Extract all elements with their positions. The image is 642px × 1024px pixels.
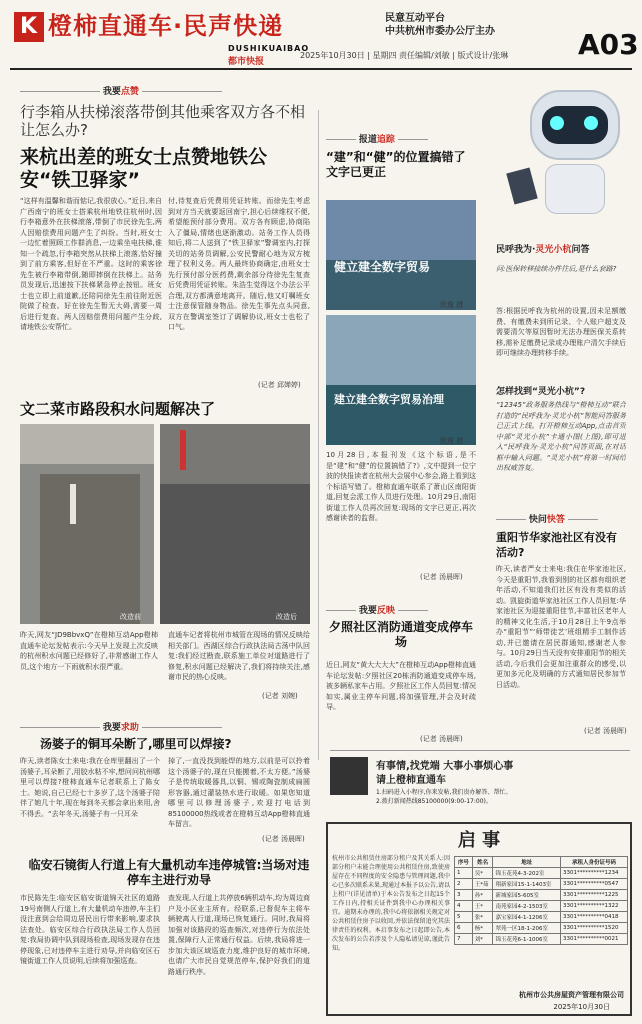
footer-promo <box>330 750 630 808</box>
caption-before: 改造前 <box>120 613 141 621</box>
th-id: 承租人身份证号码 <box>560 857 627 868</box>
story3-title: 汤婆子的铜耳朵断了,哪里可以焊接? <box>40 737 232 751</box>
promo-tip2: 2.拨打新闻热线85100000(9:00-17:00)。 <box>376 798 492 805</box>
notice-table <box>454 856 628 945</box>
column-divider <box>318 110 319 760</box>
notice-box <box>326 822 632 1016</box>
story7-credit: (记者 汤晨晖) <box>584 727 627 735</box>
th-index: 序号 <box>455 857 473 868</box>
story3-col2: 掉了,一直没找到能焊的地方,以前是可以拎着这个汤婆子的,现在只能搬着,不太方便。”汤婆子是传统取暖器具,以铜、锡或陶瓷制成扁圆形容器,通过灌装热水进行取暖。如果您知道哪里可以修理汤婆子,欢迎打电话到85100000热线或者在橙柿互动App橙柿直通车留言。 <box>168 757 310 828</box>
robot-mascot-icon <box>510 90 630 230</box>
photo2-credit: 欣逸 摄 <box>440 437 464 445</box>
story2-body-left: 昨天,网友“JD9BbvxQ”在橙柿互动App橙柿直通车论坛发帖表示:今天早上发现上次反映的杭州积水问题已经修好了,非常感谢工作人员,这个地方一下雨就积水很严重。 <box>20 631 158 671</box>
table-row: 5 张* 嘉宝家园4-1-1206室 3301**********0418 <box>455 912 628 923</box>
table-row: 6 杨* 翠苑一区18-1-206室 3301**********1520 <box>455 923 628 934</box>
issue-line: 2025年10月30日 | 星期四 责任编辑/刘敏 | 版式设计/张琳 <box>300 51 509 60</box>
story7-title: 重阳节华家池社区有没有活动? <box>496 531 617 559</box>
table-row: 4 王* 南苑家园4-2-1503室 3301**********1322 <box>455 901 628 912</box>
brand-mark: K <box>14 12 44 42</box>
ai-brand: 民呼我为·灵光小杭问答 <box>496 245 590 255</box>
story4-title: 临安石镜街人行道上有大量机动车违停城管:当场对违停车主进行劝导 <box>28 858 310 887</box>
paper-en: DUSHIKUAIBAO <box>228 44 310 53</box>
notice-signature: 杭州市公共房屋资产管理有限公司 <box>519 991 624 999</box>
story2-title: 文二菜市路段积水问题解决了 <box>20 400 216 418</box>
section-dianzan: 我要点赞 <box>20 84 222 97</box>
page-number: A03 <box>578 28 639 61</box>
story3-credit: (记者 汤晨晖) <box>262 835 305 843</box>
story5-title: “建”和“健”的位置搞错了文字已更正 <box>326 150 466 179</box>
story1-col1: “这样有温馨和谐而惦记,我很放心。”近日,来自广西南宁的班女士搭乘杭州地铁往杭州时,因行李箱意外在扶梯滚落,带倒了市民徐先生,两人因赔偿费用问题产生了纠纷。当时,班女士一边忙着照顾工作群消息,一边乘坐电扶梯,谁知一个疏忽,行李箱突然从扶梯上滚落,恰好撞到了前方乘客,但好在不严重。这时的乘客徐先生被行李箱带倒,随即摔倒在扶梯上。站务员发现后,迅速按下扶梯紧急停止按钮。班女士也立即上前道歉,还陪同徐先生前往附近医院做了检查。好在徐先生暂无大碍,需要一周后进行复查。两人因赔偿费用问题产生分歧,请地铁公安帮忙。 <box>20 197 162 331</box>
story1-deck: 行李箱从扶梯滚落带倒其他乘客双方各不相让怎么办? <box>20 103 306 139</box>
masthead-logo <box>14 8 384 44</box>
masthead-right-line1: 民意互动平台 <box>385 13 445 24</box>
story5-credit: (记者 汤晨晖) <box>420 573 463 581</box>
table-row: 3 孙* 新城家园5-605室 3301**********1225 <box>455 890 628 901</box>
table-row: 2 王*茹 翔新家园15-1-1403室 3301**********0547 <box>455 879 628 890</box>
section-fanying: 我要反映 <box>326 603 428 616</box>
notice-body: 杭州市公共租赁住房部分租户及其关系人:因部分租户未能合理使用公共租赁住房,致使房屋存在不同程度的安全隐患与管理问题,我中心已多次联系未果,现通过本报予以公告,请以上租户(详见清单)于本公告发布之日起15个工作日内,持相关证件到我中心办理相关事宜。逾期未办理的,我中心将依据相关规定对公共租赁住房予以收回,并依法保留追究其法律责任的权利。本启事发布之日起即公告,本次发布的公告若涉及个人隐私请见谅,谨此告知。 <box>332 855 450 952</box>
ai-howto-body: “12345”政务服务热线与“橙柿互动”联合打造的“民呼我为·灵光小杭”智能问答服务已正式上线。打开橙柿互动App,点击首页中部“灵光小杭”卡通小图(上图),即可进入“民呼我为·灵光小杭”问答页面,在对话框中输入问题。“灵光小杭”将第一时间给出权威答复。 <box>496 401 626 472</box>
paper-cn: 都市快报 <box>228 57 265 67</box>
story1-title: 来杭出差的班女士点赞地铁公安“铁卫驿家” <box>20 146 268 191</box>
section-kuaida: 快问快答 <box>496 512 598 525</box>
ai-question: 问:医保转移接续办件往后,是什么套路? <box>496 265 617 273</box>
caption-after: 改造后 <box>276 613 297 621</box>
photo-before <box>20 424 154 624</box>
promo-tip1: 1.扫码进入小程序,你来发帖,我们贵办解答、帮忙。 <box>376 789 512 796</box>
section-qiuzhu: 我要求助 <box>20 720 222 733</box>
qr-code-icon[interactable] <box>330 757 368 795</box>
story2-body-right: 直通车记者将杭州市城管在现场的情况反映给相关部门。西湖区综合行政执法局古荡中队回复:我们经过勘查,联系施工单位对道路进行了修复,积水问题已经解决了,我们将持续关注,感谢市民的热心反映。 <box>168 631 310 681</box>
notice-date: 2025年10月30日 <box>553 1003 610 1011</box>
story2-credit: (记者 刘婉) <box>262 692 298 700</box>
story6-credit: (记者 汤晨晖) <box>420 735 463 743</box>
masthead-right-line2: 中共杭州市委办公厅主办 <box>385 26 495 37</box>
masthead-right <box>385 12 495 38</box>
story1-credit: (记者 邱婵婷) <box>258 381 301 389</box>
photo1-credit: 欣逸 摄 <box>440 301 464 309</box>
th-name: 姓名 <box>472 857 493 868</box>
ai-answer: 答:根据民呼我为杭州的设置,因未足额缴费、有缴费未到所记录、个人账户超支及需要清欠等原因暂时无法办理医保关系转移,需补足缴费记录或办理账户清欠手续后即可继续办理转移手续。 <box>496 307 626 357</box>
ai-howto-title: 怎样找到“灵光小杭”? <box>496 387 586 397</box>
section-zhuizong: 报道追踪 <box>326 132 428 145</box>
promo-line2: 请上橙柿直通车 <box>376 775 446 786</box>
promo-line1: 有事情,找党端 大事小事烦心事 <box>376 761 514 772</box>
story4-col1: 市民陈先生:临安区临安街道锦天社区的道路19号南侧人行道上,有大量机动车违停,车主们没注意到会给周边居民出行带来影响,要求执法查处。临安区综合行政执法局工作人员回复:我局协调中队到现场检查,现场发现存在违停现象,已对违停车主进行劝导,并向临安区石镜街道工作人员说明,后续将加强巡查。 <box>20 894 160 965</box>
story6-title: 夕照社区消防通道变成停车场 <box>328 620 473 649</box>
story7-body: 昨天,读者严女士来电:我住在华家池社区,今天是重阳节,我看到别的社区都有组织老年活动,不知道我们社区有没有类似的活动。凯旋街道华家池社区工作人员回复:华家池社区为迎接重阳佳节,丰富社区老年人的精神文化生活,于10月28日上午9点举办“重阳节”‘师带徒艺’班组精手工制作活动,并已邀请在居民群通知,感谢老人参与。10月29日当天没有安排重阳节的相关活动,今后我们会更加注重群众的感受,以更加多元化及明确的方式通知居民参加节日活动。 <box>496 565 626 689</box>
brand-title: 橙柿直通车·民声快递 <box>48 12 284 40</box>
story5-body: 10月28日,本报刊发《这个标语,是不是“建”和“健”的位置搞错了?》,文中提到一位宁波的快报读者在杭州大会展中心参会,路上看到这个标语写错了。橙柿直通车联系了萧山区南阳街道,回复会派工作人员进行处理。10月29日,南阳街道工作人员再次回复:现场的文字已更正,再次感谢读者的监督。 <box>326 451 476 522</box>
table-row: 7 刘* 锦玉花苑6-1-1006室 3301**********0021 <box>455 934 628 945</box>
table-row: 1 吴* 锦玉花苑4-3-202室 3301**********1234 <box>455 868 628 879</box>
th-address: 地址 <box>493 857 561 868</box>
notice-title: 启 事 <box>457 830 501 851</box>
photo-after <box>160 424 310 624</box>
story1-col2: 付,待复查后凭费用凭证转账。而徐先生考虑到对方当天就要返回南宁,担心后续维权不便,希望能预付部分费用。双方各有顾虑,协商陷入了僵局,情绪也逐渐激动。站务工作人员得知后,将二人送到了“铁卫驿家”警调室内,打探关切的站务员调解,公安民警耐心地为双方梳理了权利义务。两人最终协商确定,由班女士先行预付部分医药费,剩余部分待徐先生复查后凭费用凭证转账。朱浩生觉得这个办法公平合理,双方都满意地离开。随后,他又叮嘱班女士注意保管随身物品。徐先生事先点头同意,双方在警调室签订了调解协议,班女士也松了口气。 <box>168 197 310 331</box>
photo-sign-fixed: 建立建全数字贸易治理 <box>326 315 476 445</box>
header-rule <box>10 68 632 70</box>
story3-col1: 昨天,读者陈女士来电:我在仓库里翻出了一个汤婆子,耳朵断了,用胶水粘不牢,想问问杭州哪里可以焊接?橙柿直通车记者联系上了陈女士。她说,自己已经七十多岁了,这个汤婆子陪伴了她几十年,现在每到冬天都会拿出来用,舍不得丢。“去年冬天,汤婆子有一只耳朵 <box>20 757 160 818</box>
story6-body: 近日,网友“黄大大大大”在橙柿互动App橙柿直通车论坛发帖:夕照社区20栋消防通道变成停车场,被多辆私家车占用。夕照社区工作人员回复:情况如实,属业主停车问题,将加强管理,并会及时疏导。 <box>326 661 476 711</box>
story4-col2: 查发现,人行道上共停放6辆机动车,均为周边商户及小区业主所有。经联系,已督促车主将车辆驶离人行道,现场已恢复通行。同时,我局将加强对该路段的巡查频次,对违停行为依法处置,保障行人正常通行权益。后续,我局将进一步加大该区域巡查力度,维护良好的城市环境,也请广大市民自觉规范停车,保护好我们的道路通行秩序。 <box>168 894 310 976</box>
photo-sign-wrong: 健立建全数字贸易 <box>326 200 476 310</box>
